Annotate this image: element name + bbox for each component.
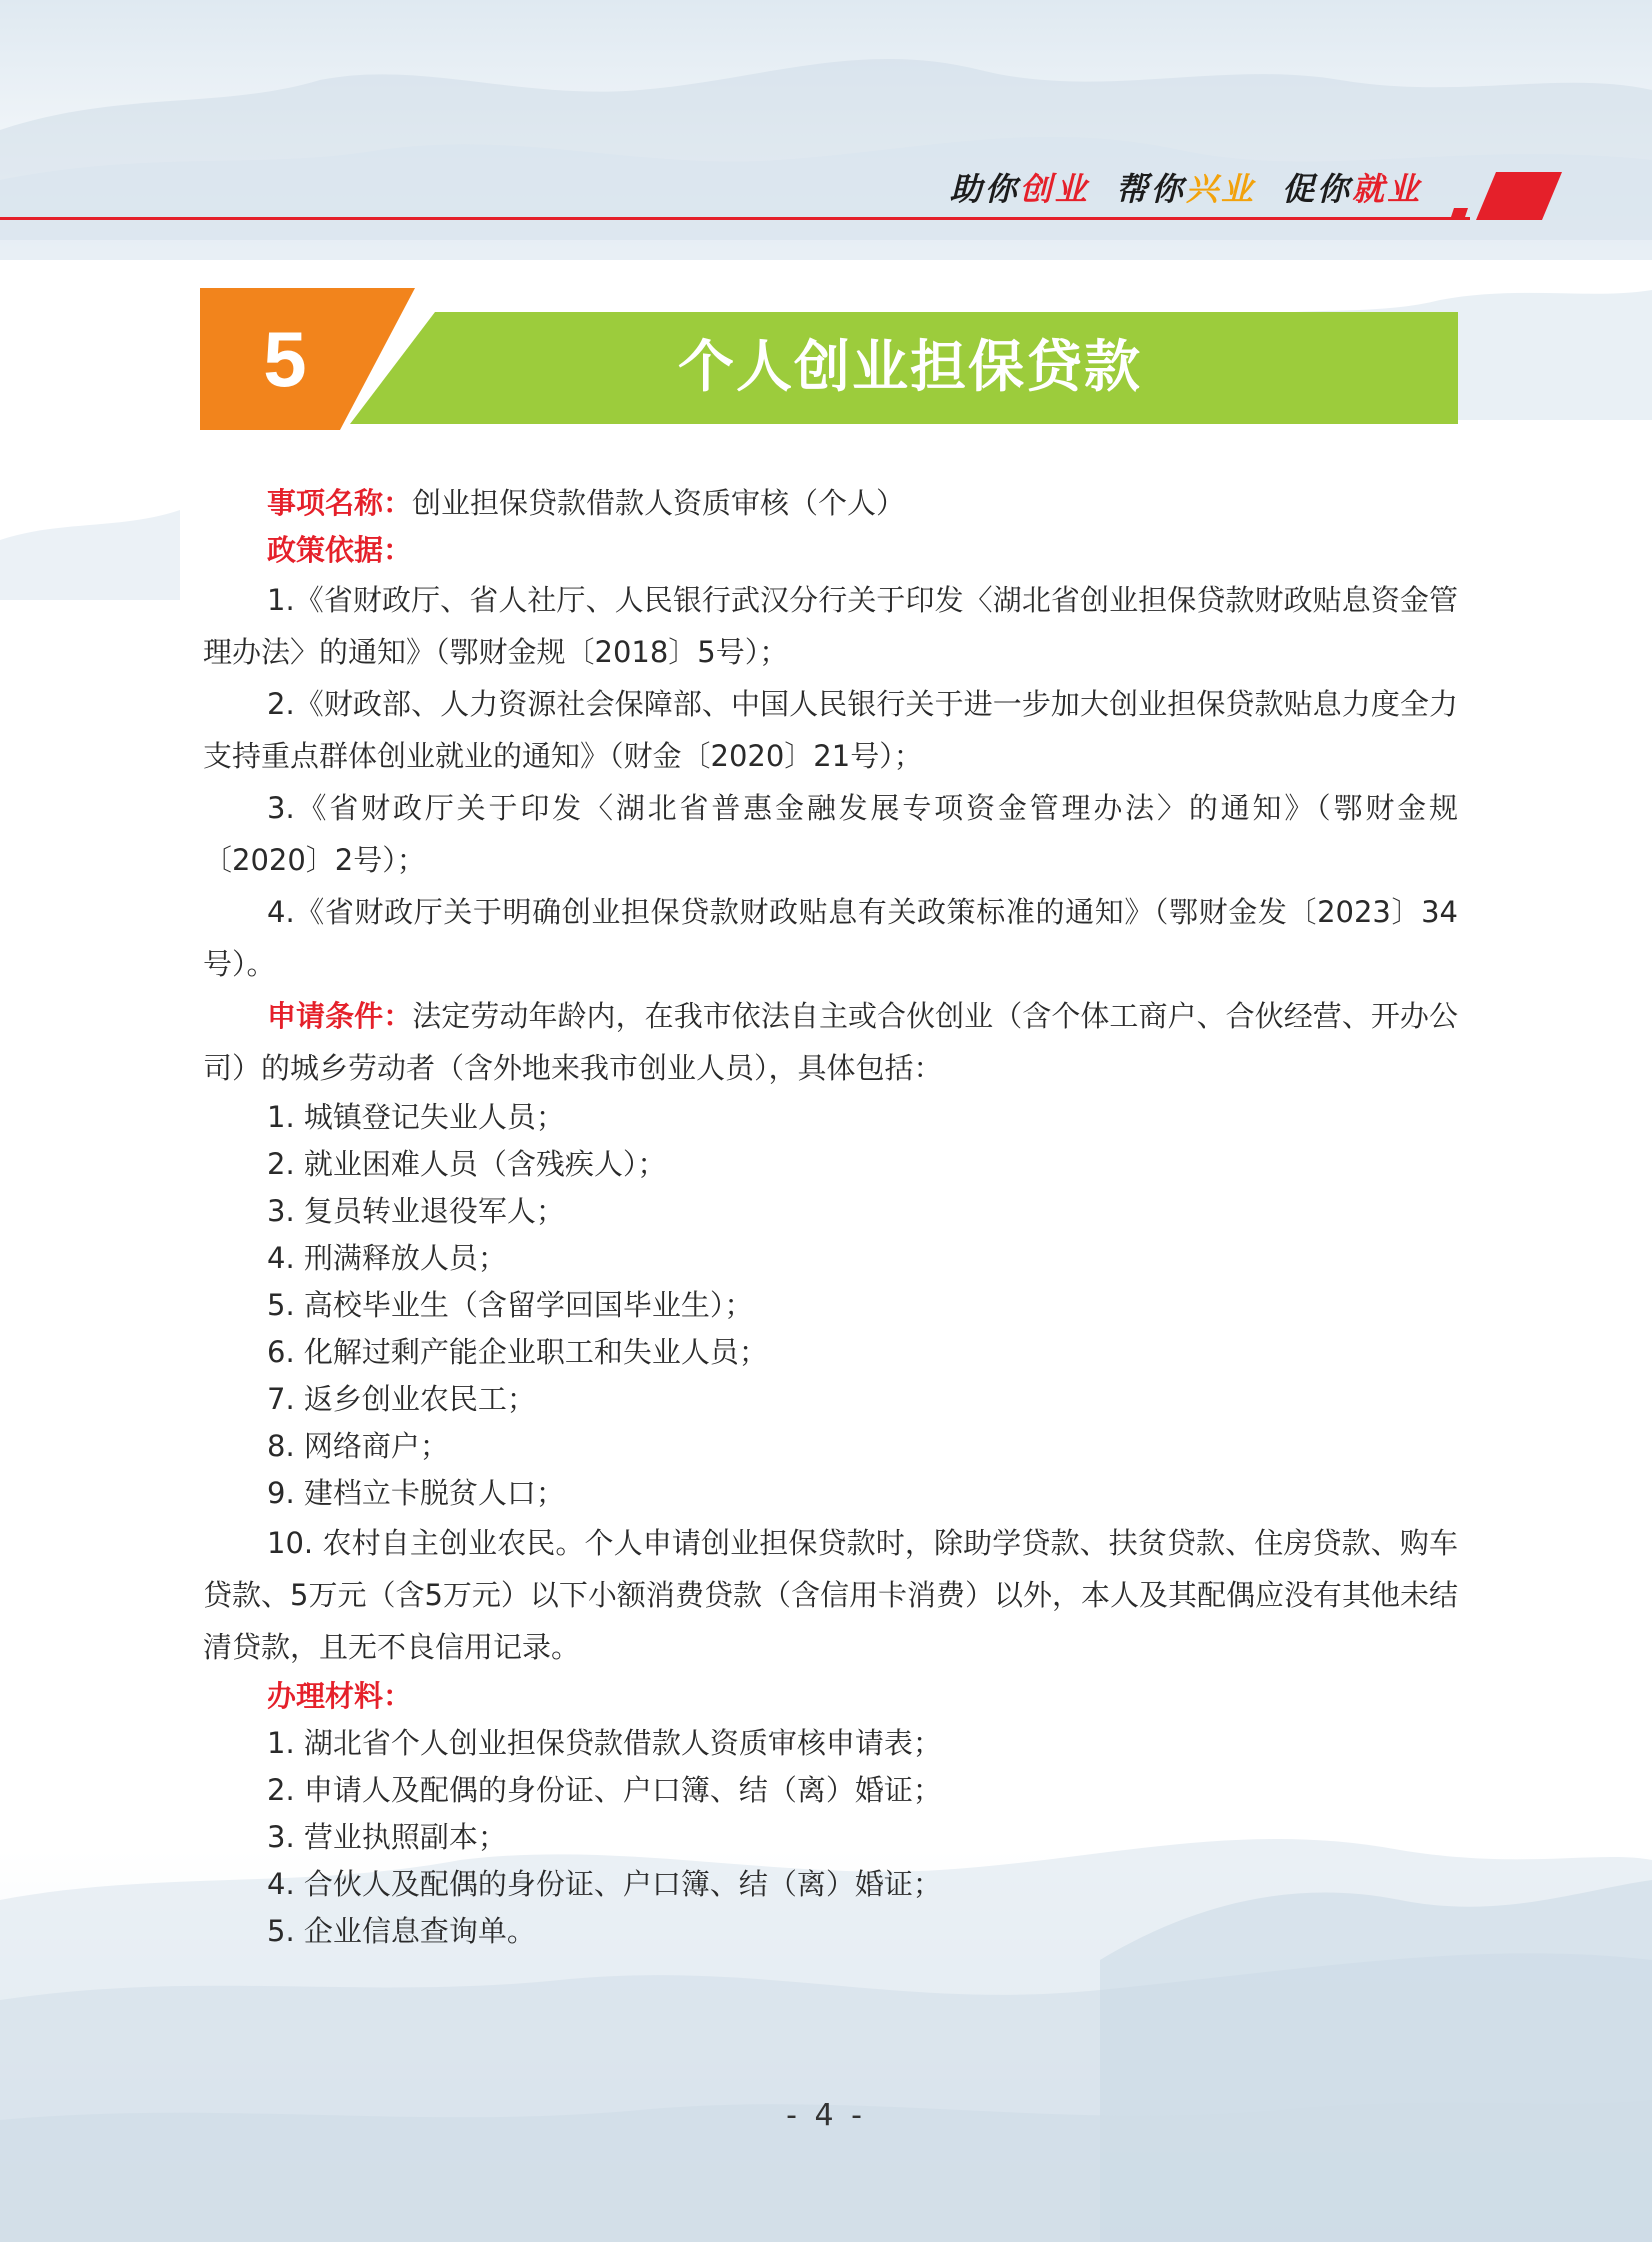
policy-item: 3.《省财政厅关于印发〈湖北省普惠金融发展专项资金管理办法〉的通知》（鄂财金规〔2020〕2号）； <box>203 791 1458 877</box>
material-item: 4. 合伙人及配偶的身份证、户口簿、结（离）婚证； <box>267 1867 942 1901</box>
materials-label: 办理材料： <box>267 1679 413 1713</box>
condition-item-last: 10. 农村自主创业农民。个人申请创业担保贷款时，除助学贷款、扶贫贷款、住房贷款、购车贷款、5万元（含5万元）以下小额消费贷款（含信用卡消费）以外，本人及其配偶应没有其他未结清贷款，且无不良信用记录。 <box>203 1526 1458 1664</box>
condition-item: 3. 复员转业退役军人； <box>267 1194 565 1228</box>
item-name-label: 事项名称： <box>267 486 413 520</box>
condition-item: 7. 返乡创业农民工； <box>267 1382 536 1416</box>
condition-item: 2. 就业困难人员（含残疾人）； <box>267 1147 667 1181</box>
header-decoration-icon <box>1442 172 1562 220</box>
condition-item: 4. 刑满释放人员； <box>267 1241 507 1275</box>
materials-heading <box>203 1673 1458 1720</box>
slogan-part3: 促你 <box>1281 170 1352 208</box>
section-number: 5 <box>263 315 307 403</box>
slogan-part2-highlight: 兴业 <box>1185 170 1256 208</box>
condition-item: 9. 建档立卡脱贫人口； <box>267 1476 565 1510</box>
slogan-part3-highlight: 就业 <box>1351 170 1422 208</box>
material-item: 3. 营业执照副本； <box>267 1820 507 1854</box>
condition-item: 6. 化解过剩产能企业职工和失业人员； <box>267 1335 768 1369</box>
condition-item: 1. 城镇登记失业人员； <box>267 1100 565 1134</box>
material-item: 1. 湖北省个人创业担保贷款借款人资质审核申请表； <box>267 1726 942 1760</box>
policy-item: 4.《省财政厅关于明确创业担保贷款财政贴息有关政策标准的通知》（鄂财金发〔2023〕34号）。 <box>203 895 1458 981</box>
policy-item: 2.《财政部、人力资源社会保障部、中国人民银行关于进一步加大创业担保贷款贴息力度全力支持重点群体创业就业的通知》（财金〔2020〕21号）； <box>203 687 1458 773</box>
slogan-part1: 助你 <box>949 170 1020 208</box>
policy-item: 1.《省财政厅、省人社厅、人民银行武汉分行关于印发〈湖北省创业担保贷款财政贴息资金管理办法〉的通知》（鄂财金规〔2018〕5号）； <box>203 583 1458 669</box>
policy-heading <box>203 527 1458 574</box>
condition-item: 8. 网络商户； <box>267 1429 449 1463</box>
item-name-line <box>203 480 1458 527</box>
condition-item: 5. 高校毕业生（含留学回国毕业生）； <box>267 1288 754 1322</box>
policy-label: 政策依据： <box>267 533 413 567</box>
conditions-label: 申请条件： <box>267 999 413 1033</box>
material-item: 5. 企业信息查询单。 <box>267 1914 536 1948</box>
section-title: 个人创业担保贷款 <box>678 335 1142 400</box>
slogan-part1-highlight: 创业 <box>1019 170 1090 208</box>
page-number: - 4 - <box>786 2098 866 2133</box>
conditions-intro-text: 法定劳动年龄内，在我市依法自主或合伙创业（含个体工商户、合伙经营、开办公司）的城乡劳动者（含外地来我市创业人员），具体包括： <box>203 999 1458 1085</box>
document-body <box>203 480 1458 1955</box>
item-name-value: 创业担保贷款借款人资质审核（个人） <box>412 486 906 520</box>
conditions-intro <box>203 990 1458 1094</box>
header-rule <box>0 217 1470 220</box>
slogan-part2: 帮你 <box>1115 170 1186 208</box>
material-item: 2. 申请人及配偶的身份证、户口簿、结（离）婚证； <box>267 1773 942 1807</box>
header-slogan <box>950 164 1422 212</box>
